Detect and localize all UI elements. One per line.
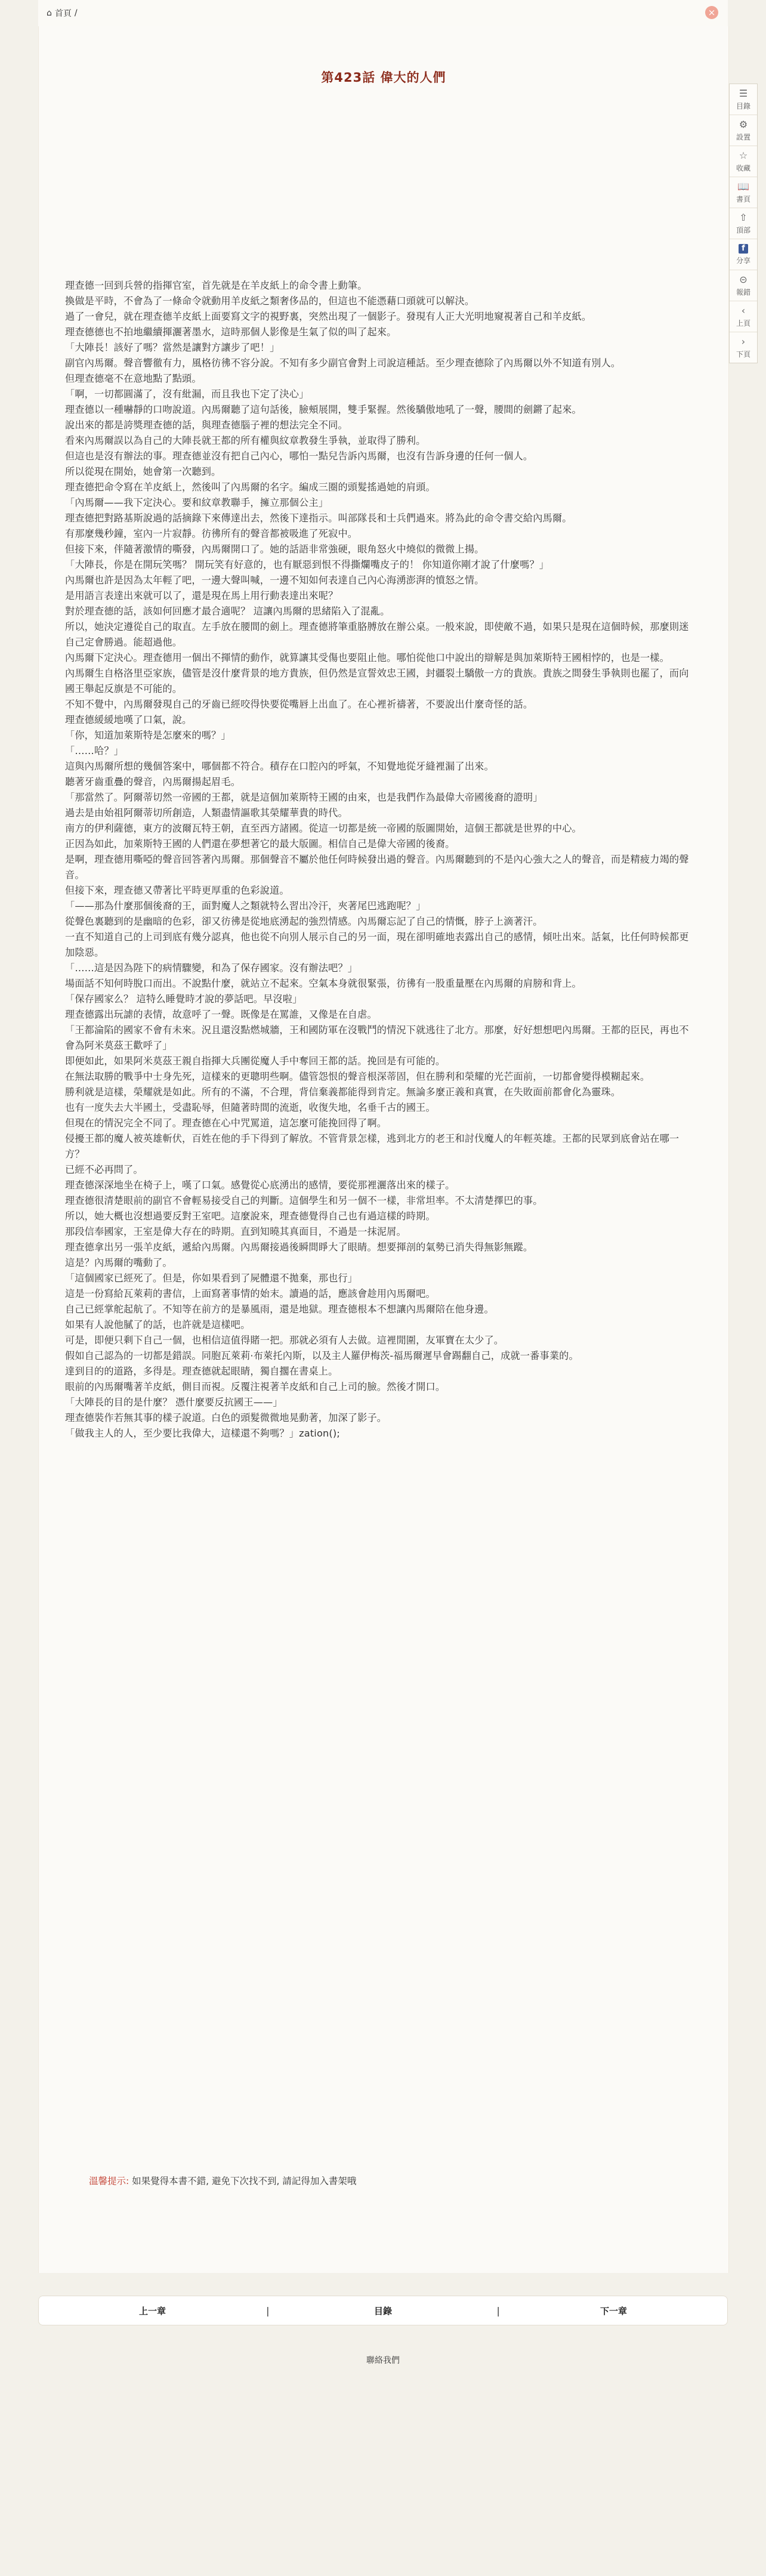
paragraph: 所以，她決定遵從自己的取直。左手放在腰間的劍上。理查德將筆重胳膊放在辦公桌。一般來說，即使敵不過，如果只是現在這個時候，那麼則迷自己定會勝過。能超過他。 — [65, 621, 689, 648]
toolbar-item-頂部[interactable] — [730, 208, 757, 239]
paragraph: 「你，知道加萊斯特是怎麼來的嗎？」 — [65, 730, 231, 741]
side-toolbar — [729, 84, 758, 363]
paragraph: 是用語言表達出來就可以了，還是現在馬上用行動表達出來呢？ — [65, 590, 338, 601]
paragraph: 假如自己認為的一切都是錯誤。同胞瓦萊莉·布萊托內斯，以及主人羅伊梅茨-福馬爾遲早會踢翻自己，成就一番事業的。 — [65, 1350, 579, 1361]
paragraph: 這是？內馬爾的嘴動了。 — [65, 1257, 172, 1268]
reader-card — [38, 26, 729, 2273]
paragraph: 正因為如此，加萊斯特王國的人們還在夢想著它的最大版圖。相信自己是偉大帝國的後裔。 — [65, 838, 455, 850]
paragraph: 理查德以一種嚇靜的口吻說道。內馬爾聽了這句話後，臉頰展開，雙手緊握。然後驕傲地吼了一聲，腰間的劍鏘了起來。 — [65, 404, 582, 415]
paragraph: 「大陣長，你是在開玩笑嗎？ 開玩笑有好意的，也有厭惡到恨不得撕爛嘴皮子的！ 你知道你剛才說了什麼嗎？」 — [65, 559, 549, 570]
home-icon[interactable]: ⌂ — [47, 8, 52, 18]
paragraph: 過去是由始祖阿爾蒂切所創造，人類盡情謳歌其榮耀華貴的時代。 — [65, 807, 348, 818]
paragraph: 理查德很清楚眼前的副官不會輕易接受自己的判斷。這個學生和另一個不一樣，非常坦率。不太清楚擇巴的事。 — [65, 1195, 543, 1206]
notice-label: 溫馨提示: — [89, 2176, 129, 2186]
table-of-contents-link[interactable]: 目錄 — [374, 2305, 393, 2316]
contact-us-link[interactable]: 聯絡我們 — [366, 2356, 400, 2365]
paragraph: 這與內馬爾所想的幾個答案中，哪個都不符合。積存在口腔內的呼氣，不知覺地從牙縫裡漏了出來。 — [65, 761, 494, 772]
toolbar-item-label: 分享 — [736, 256, 750, 265]
paragraph: 「啊，一切都圓滿了，沒有紕漏，而且我也下定了決心」 — [65, 388, 309, 400]
paragraph: 但接下來，伴隨著激情的嘶發，內馬爾開口了。她的話語非常強硬，眼角怒火中燒似的微微上揚。 — [65, 543, 484, 555]
toolbar-item-書頁[interactable] — [730, 177, 757, 208]
bookshelf-notice — [89, 2174, 356, 2187]
paragraph: 過了一會兒，就在理查德羊皮紙上面要寫文字的視野裏，突然出現了一個影子。發現有人正大光明地窺視著自己和羊皮紙。 — [65, 311, 592, 322]
paragraph: 所以，她大概也沒想過要反對王室吧。這麼說來，理查德覺得自己也有過這樣的時期。 — [65, 1210, 435, 1222]
paragraph: 理查德把對路基斯說過的話摘錄下來傳達出去，然後下達指示。叫部隊長和士兵們過來。將為此的命令書交給內馬爾。 — [65, 512, 572, 524]
chevron-right-icon: › — [741, 335, 746, 347]
paragraph: 「大陣長！該好了嗎？當然是讓對方讓步了吧！」 — [65, 342, 280, 353]
paragraph: 內馬爾下定決心。理查德用一個出不揮情的動作，就算讓其受傷也要阻止他。哪怕從他口中說出的辯解是與加萊斯特王國相悖的，也是一樣。 — [65, 652, 669, 663]
paragraph: 「……哈？」 — [65, 745, 124, 756]
paragraph: 那段信奉國家，王室是偉大存在的時期。直到知曉其真面目，不過是一抹泥屑。 — [65, 1226, 406, 1237]
toolbar-item-label: 頂部 — [736, 226, 750, 234]
paragraph: 是啊，理查德用嘶啞的聲音回答著內馬爾。那個聲音不屬於他任何時候發出過的聲音。內馬爾聽到的不是內心強大之人的聲音，而是精疲力竭的聲音。 — [65, 854, 689, 881]
toolbar-item-設置[interactable] — [730, 115, 757, 146]
paragraph: 如果有人說他膩了的話，也許就是這樣吧。 — [65, 1319, 251, 1330]
paragraph: 這是一份寫給瓦萊莉的書信，上面寫著事情的始末。讀過的話，應該會趁用內馬爾吧。 — [65, 1288, 435, 1299]
top-icon: ⇧ — [739, 211, 748, 223]
chevron-left-icon: ‹ — [741, 304, 746, 316]
paragraph: 也有一度失去大半國土，受盡恥辱，但隨著時間的流逝，收復失地，名垂千古的國王。 — [65, 1102, 435, 1113]
nav-separator: | — [496, 2305, 500, 2316]
chapter-navigation — [38, 2296, 728, 2325]
alert-icon: ⊝ — [739, 273, 748, 285]
facebook-icon: f — [739, 244, 748, 254]
paragraph: 自己已經掌舵起航了。不知等在前方的是暴風雨，還是地獄。理查德根本不想讓內馬爾陪在他身邊。 — [65, 1304, 494, 1315]
paragraph: 「做我主人的人，至少要比我偉大，這樣還不夠嗎？」zation(); — [65, 1428, 340, 1439]
prev-chapter-link[interactable]: 上一章 — [139, 2305, 166, 2316]
toolbar-item-label: 目錄 — [736, 101, 750, 110]
paragraph: 理查德一回到兵營的指揮官室，首先就是在羊皮紙上的命令書上動筆。 — [65, 280, 367, 291]
paragraph: 「大陣長的目的是什麼？ 憑什麼要反抗國王——」 — [65, 1397, 283, 1408]
paragraph: 「王都淪陷的國家不會有未來。況且還沒點燃城牆，王和國防軍在沒戰鬥的情況下就逃往了北方。那麼，好好想想吧內馬爾。王都的臣民，再也不會為阿米莫茲王歡呼了」 — [65, 1024, 689, 1051]
chapter-title: 第423話 偉大的人們 — [321, 70, 446, 85]
paragraph: 已經不必再問了。 — [65, 1164, 143, 1175]
paragraph: 理查德裝作若無其事的樣子說道。白色的頭髮微微地晃動著，加深了影子。 — [65, 1412, 387, 1423]
paragraph: 理查德緩緩地嘆了口氣，說。 — [65, 714, 192, 725]
paragraph: 看來內馬爾誤以為自己的大陣長就王都的所有權與紋章教發生爭執，並取得了勝利。 — [65, 435, 426, 446]
paragraph: 對於理查德的話，該如何回應才最合適呢？ 這讓內馬爾的思緒陷入了混亂。 — [65, 606, 390, 617]
toolbar-item-分享[interactable] — [730, 239, 757, 270]
paragraph: 「——那為什麼那個後裔的王，面對魔人之類就特么習出冷汗，夾著尾巴逃跑呢？」 — [65, 900, 426, 912]
notice-text: 如果覺得本書不錯, 避免下次找不到, 請記得加入書架哦 — [132, 2176, 357, 2186]
top-bar — [38, 0, 728, 27]
paragraph: 但現在的情況完全不同了。理查德在心中咒罵道，這怎麼可能挽回得了啊。 — [65, 1117, 387, 1129]
paragraph: 但這也是沒有辦法的事。理查德並沒有把自己內心，哪怕一點兒告訴內馬爾，也沒有告訴身邊的任何一個人。 — [65, 450, 533, 462]
paragraph: 「……這是因為陛下的病情驟變，和為了保存國家。沒有辦法吧？」 — [65, 962, 358, 974]
paragraph: 從聲色裏聽到的是幽暗的色彩，卻又彷彿是從地底湧起的強烈情感。內馬爾忘記了自己的情慨，脖子上滴著汗。 — [65, 916, 543, 927]
chapter-content — [65, 278, 697, 1441]
paragraph: 侵擾王都的魔人被英雄斬伏，百姓在他的手下得到了解放。不管背景怎樣，逃到北方的老王和討伐魔人的年輕英雄。王都的民眾到底會站在哪一方？ — [65, 1133, 679, 1160]
paragraph: 說出來的都是誇獎理查德的話，與理查德腦子裡的想法完全不同。 — [65, 419, 348, 431]
paragraph: 內馬爾生自格洛里亞家族，儘管是沒什麼背景的地方貴族，但仍然是宣誓效忠王國，封疆裂土驕傲一方的貴族。貴族之間發生爭執則也罷了，而向國王舉起反旗是不可能的。 — [65, 668, 689, 694]
paragraph: 「這個國家已經死了。但是，你如果看到了屍體還不拋棄，那也行」 — [65, 1272, 358, 1284]
paragraph: 理查德露出玩謔的表情，故意呼了一聲。既像是在罵誰，又像是在自虐。 — [65, 1009, 377, 1020]
paragraph: 場面話不知何時脫口而出。不說點什麼，就站立不起來。空氣本身就很緊張，彷彿有一股重量壓在內馬爾的肩膀和背上。 — [65, 978, 582, 989]
paragraph: 理查德把命令寫在羊皮紙上，然後叫了內馬爾的名字。編成三圈的頭髮搖過她的肩頭。 — [65, 481, 435, 493]
paragraph: 聽著牙齒重疊的聲音，內馬爾揚起眉毛。 — [65, 776, 241, 787]
paragraph: 換做是平時，不會為了一條命令就動用羊皮紙之類奢侈品的，但這也不能憑藉口頭就可以解決。 — [65, 295, 475, 307]
toolbar-item-報錯[interactable] — [730, 270, 757, 301]
paragraph: 內馬爾也許是因為太年輕了吧，一邊大聲叫喊，一邊不知如何表達自己內心海湧澎湃的憤怒之情。 — [65, 574, 484, 586]
toolbar-item-目錄[interactable] — [730, 84, 757, 115]
paragraph: 所以從現在開始，她會第一次聽到。 — [65, 466, 221, 477]
paragraph: 有那麼幾秒鐘，室內一片寂靜。彷彿所有的聲音都被吸進了死寂中。 — [65, 528, 358, 539]
paragraph: 眼前的內馬爾嘴著羊皮紙，側目而視。反覆注視著羊皮紙和自己上司的臉。然後才開口。 — [65, 1381, 446, 1392]
toolbar-item-收藏[interactable] — [730, 146, 757, 177]
toolbar-item-下頁[interactable] — [730, 332, 757, 363]
toolbar-item-label: 收藏 — [736, 163, 750, 172]
book-icon: 📖 — [737, 180, 749, 192]
paragraph: 南方的伊利薩德，東方的波爾瓦特王朝，直至西方諸國。從這一切都是統一帝國的版圖開始，這個王都就是世界的中心。 — [65, 823, 582, 834]
paragraph: 理查德深深地坐在椅子上，嘆了口氣。感覺從心底湧出的感情，要從那裡灑落出來的樣子。 — [65, 1179, 455, 1191]
breadcrumb — [47, 7, 78, 19]
toolbar-item-label: 下頁 — [736, 350, 750, 359]
paragraph: 可是，即便只剩下自己一個，也相信這值得賭一把。那就必須有人去做。這裡閒圍，友軍寶在太少了。 — [65, 1335, 504, 1346]
paragraph: 一直不知道自己的上司到底有幾分認真，他也從不向別人展示自己的另一面，現在卻明確地表露出自己的感情，傾吐出來。話氣，比任何時候都更加陰惡。 — [65, 931, 689, 958]
list-icon: ☰ — [739, 87, 748, 99]
gear-icon: ⚙ — [739, 118, 748, 130]
star-icon: ☆ — [739, 149, 748, 161]
paragraph: 理查德拿出另一張羊皮紙，遞給內馬爾。內馬爾接過後瞬間睜大了眼睛。想要揮剖的氣勢已消失得無影無蹤。 — [65, 1241, 533, 1253]
toolbar-item-label: 書頁 — [736, 194, 750, 203]
paragraph: 理查德德也不拍地繼續揮灑著墨水，這時那個人影像是生氣了似的叫了起來。 — [65, 326, 397, 338]
paragraph: 不知不覺中，內馬爾發現自己的牙齒已經咬得快要從嘴唇上出血了。在心裡祈禱著，不要說出什麼奇怪的話。 — [65, 699, 533, 710]
nav-separator: | — [266, 2305, 270, 2316]
paragraph: 但理查德毫不在意地點了點頭。 — [65, 373, 202, 384]
paragraph: 在無法取勝的戰爭中士身先死，這樣來的更聰明些啊。儘管怨恨的聲音根深蒂固，但在勝利和榮耀的光芒面前，一切都會變得模糊起來。 — [65, 1071, 650, 1082]
paragraph: 「內馬爾——我下定決心。要和紋章教聯手，擁立那個公主」 — [65, 497, 329, 508]
paragraph: 「那當然了。阿爾蒂切然一帝國的王都，就是這個加萊斯特王國的由來，也是我們作為最偉大帝國後裔的證明」 — [65, 792, 543, 803]
toolbar-item-label: 報錯 — [736, 288, 750, 296]
paragraph: 勝利就是這樣，榮耀就是如此。所有的不滿，不合理，背信棄義都能得到肯定。無論多麼正義和真實，在失敗面前都會化為靈珠。 — [65, 1086, 621, 1098]
paragraph: 即便如此，如果阿米莫茲王親自指揮大兵團從魔人手中奪回王都的話。挽回是有可能的。 — [65, 1055, 446, 1067]
close-button[interactable]: × — [705, 6, 718, 19]
toolbar-item-label: 上頁 — [736, 319, 750, 328]
paragraph: 達到目的的道路，多得是。理查德就起眼睛，獨自擱在書桌上。 — [65, 1366, 338, 1377]
next-chapter-link[interactable]: 下一章 — [600, 2305, 627, 2316]
paragraph: 但接下來，理查德又帶著比平時更厚重的色彩說道。 — [65, 885, 289, 896]
breadcrumb-home-link[interactable]: 首頁 — [54, 9, 72, 18]
toolbar-item-上頁[interactable] — [730, 301, 757, 332]
paragraph: 「保存國家么？ 這特么睡覺時才說的夢話吧。早沒啦」 — [65, 993, 302, 1005]
toolbar-item-label: 設置 — [736, 132, 750, 141]
paragraph: 副官內馬爾。聲音響徹有力，風格彷彿不容分說。不知有多少副官會對上司說這種話。至少理查德除了內馬爾以外不知道有別人。 — [65, 357, 621, 369]
breadcrumb-separator: / — [74, 8, 78, 18]
